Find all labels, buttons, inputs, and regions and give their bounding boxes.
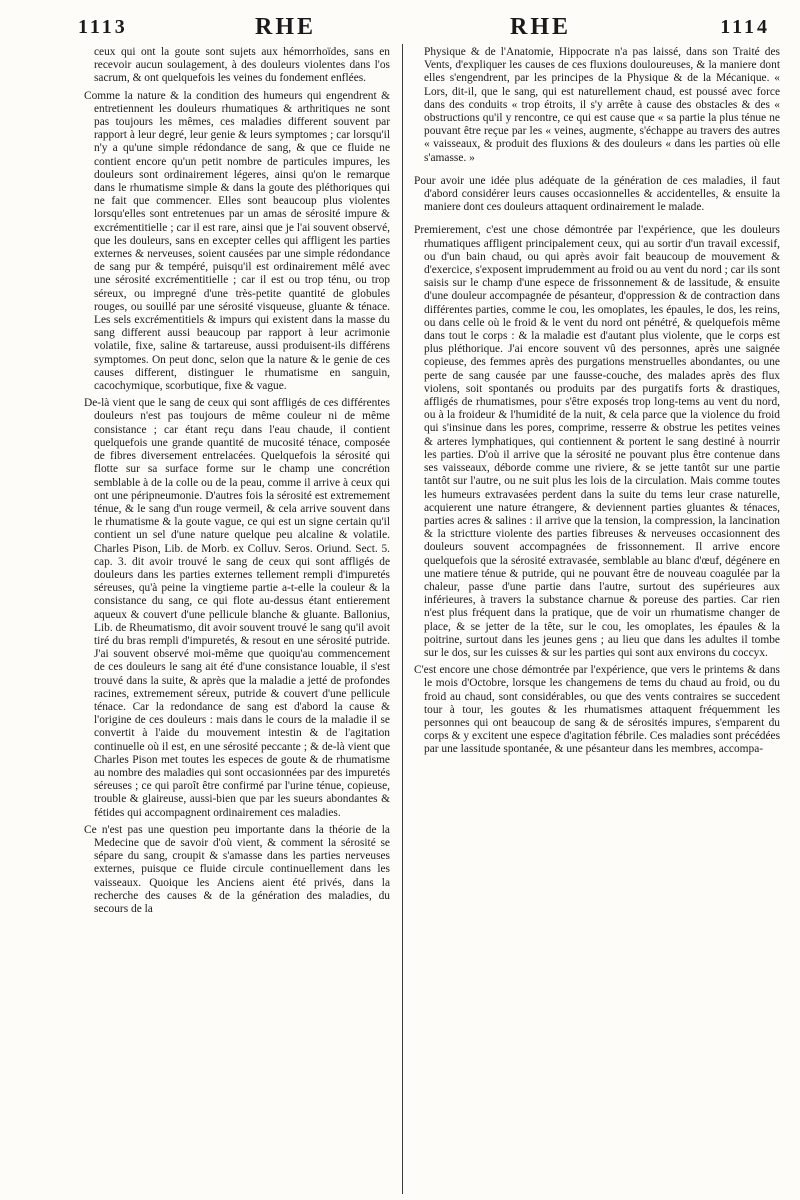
left-column bbox=[84, 46, 390, 1192]
paragraph: Ce n'est pas une question peu importante dans la théorie de la Medecine que de savoir d'où vient, & comment la sérosité se sépare du sang, croupit & s'amasse dans les parties nerveuses externes, puisque ce fluide circule continuellement dans les vaisseaux. Quoique les Anciens aient été privés, dans la recherche des causes & de la génération des maladies, du secours de la bbox=[84, 823, 390, 915]
paragraph: C'est encore une chose démontrée par l'expérience, que vers le printems & dans le mois d'Octobre, lorsque les changemens de tems du chaud au froid, ou du froid au chaud, sont considérables, ou que des vents contraires se succedent tour à tour, les goutes & les rhumatismes attaquent fréquemment les personnes qui ont beaucoup de sang & de sérosités impures, s'emparent du corps & y excitent une espece d'agitation fébrile. Ces maladies sont précédées par une lassitude spontanée, & une pésanteur dans les membres, accompa- bbox=[414, 664, 780, 756]
right-running-head: RHE bbox=[510, 14, 572, 40]
paragraph: Pour avoir une idée plus adéquate de la génération de ces maladies, il faut d'abord considérer leurs causes occasionnelles & accidentelles, & ensuite la maniere dont ces douleurs attaquent ordinairement le malade. bbox=[414, 174, 780, 214]
right-column bbox=[414, 46, 780, 1192]
column-divider bbox=[402, 44, 403, 1194]
paragraph: ceux qui ont la goute sont sujets aux hémorrhoïdes, sans en recevoir aucun soulagement, à des douleurs violentes dans l'os sacrum, & ont quelquefois les veines du fondement enflées. bbox=[94, 46, 390, 85]
paragraph: Physique & de l'Anatomie, Hippocrate n'a pas laissé, dans son Traité des Vents, d'expliquer les causes de ces fluxions douloureuses, & la maniere dont elles s'engendrent, par les principes de la Physique & de la Mécanique. « Lors, dit-il, que le sang, qui est naturellement chaud, est poussé avec force dans des conduits « trop étroits, il s'y arrête à cause des obstacles & des « obstructions qu'il y rencontre, ce qui est cause que « sa partie la plus ténue ne pouvant être reçue par les « veines, augmente, s'échappe au travers des autres « vaisseaux, & produit des fluxions & des douleurs « dans les parties où elle s'amasse. » bbox=[424, 46, 780, 164]
running-header bbox=[60, 12, 770, 46]
left-page-number: 1113 bbox=[78, 16, 128, 38]
paragraph: De-là vient que le sang de ceux qui sont affligés de ces différentes douleurs n'est pas toujours de même couleur ni de même consistance ; car étant reçu dans l'eau chaude, il contient quelquefois une grande quantité de mucosité ténace, composée de fibres diversement entrelacées. Quelquefois la sérosité qui flotte sur sa surface forme sur le champ une concrétion semblable à de la colle ou de la peau, comme il arrive à ceux qui ont une péripneumonie. D'autres fois la sérosité est extremement ténue, & le sang d'un rouge vermeil, & cela arrive souvent dans le rhumatisme & la goute vague, ce qui est un signe certain qu'il contient un sel d'une nature quelque peu alcaline & volatile. Charles Pison, Lib. de Morb. ex Colluv. Seros. Oriund. Sect. 5. cap. 3. dit avoir trouvé le sang de ceux qui sont affligés de douleurs dans les parties externes tellement rempli d'impuretés séreuses, qu'à peine la vingtieme partie a-t-elle la couleur & la consistance du sang, ce qui flote au-dessus étant entierement aqueux & couvert d'une pellicule blanche & gluante. Ballonius, Lib. de Rheumatismo, dit avoir souvent trouvé le sang qu'il avoit tiré du bras rempli d'impuretés, & resout en une sérosité putride. J'ai souvent observé moi-même que quoiqu'au commencement de ces douleurs le sang ait été d'une consistance louable, il s'est trouvé dans la suite, & après que la maladie a jetté de profondes racines, extremement séreux, putride & couvert d'une pellicule ténace. Car la redondance de sang est d'abord la cause & l'origine de ces douleurs : mais dans le cours de la maladie il se convertit à l'aide du mouvement intestin & de l'agitation continuelle où il est, en une sérosité peccante ; & de-là vient que Charles Pison met toutes les especes de goute & de rhumatisme au nombre des maladies qui sont occasionnées par des impuretés séreuses ; ce qui paroît être confirmé par l'urine ténue, copieuse, trouble & glaireuse, aussi-bien que par les sueurs abondantes & fétides qui accompagnent ordinairement ces maladies. bbox=[84, 397, 390, 819]
paragraph: Comme la nature & la condition des humeurs qui engendrent & entretiennent les douleurs rhumatiques & arthritiques ne sont pas toujours les mêmes, ces maladies different souvent par rapport à leur degré, leur genie & leurs symptomes ; car lorsqu'il n'y a qu'une simple rédondance de sang, & que ce fluide ne contient encore qu'un petit nombre de particules impures, les douleurs sont ordinairement légeres, ainsi qu'on le remarque dans le rhumatisme simple & dans la goute des pléthoriques qui ne fait que commencer. Elles sont beaucoup plus violentes lorsqu'elles sont entretenues par un amas de sérosité impure & excrémentitielle ; car il est rare, ainsi que je l'ai souvent observé, que les douleurs, sans en excepter celles qui affligent les parties externes & nerveuses, soient causées par une simple rédondance de sang pur & tempéré, puisqu'il est ordinairement mêlé avec une sérosité excrémentitielle ; car il est ou trop ténu, ou trop séreux, ou impregné d'une très-petite quantité de globules rouges, ou souillé par une sérosité visqueuse, gluante & ténace. Les sels excrémentitiels & impurs qui existent dans la masse du sang different aussi beaucoup par rapport à leur acrimonie volatile, fixe, saline & tartareuse, aussi produisent-ils différens symptomes. On peut donc, selon que la nature & le genie de ces causes different, distinguer le rhumatisme en sanguin, cacochymique, scorbutique, fixe & vague. bbox=[84, 89, 390, 393]
left-running-head: RHE bbox=[255, 14, 317, 40]
paragraph: Premierement, c'est une chose démontrée par l'expérience, que les douleurs rhumatiques affligent principalement ceux, qui au sortir d'un travail excessif, ou d'un bain chaud, ou qui après avoir fait beaucoup de mouvement & d'exercice, s'exposent imprudemment au froid ou au vent du nord ; car ils sont saisis sur le champ d'une espece de frissonnement & de lassitude, & ensuite d'une douleur accompagnée de pésanteur, d'oppression & de contraction dans différentes parties, comme le cou, les omoplates, les épaules, le dos, les reins, ou dans celle où le froid & le vent du nord ont pénétré, & quelquefois même dans tout le corps : & la maladie est d'autant plus violente, que le corps est plus pléthorique. J'ai encore souvent vû des personnes, après une saignée copieuse, des femmes après des purgations menstruelles abondantes, ou une perte de sang causée par une fausse-couche, des malades après des flux violens, soit spontanés ou produits par des purgatifs forts & drastiques, affligés de rhumatismes, pour s'être exposés trop long-tems au vent du nord, ou à la froideur & l'humidité de la nuit, & cela parce que la violence du froid qui s'insinue dans les pores, comprime, resserre & obstrue les petites veines & arteres lymphatiques, qui contiennent & portent le sang destiné à nourrir les parties. D'où il arrive que la sérosité ne pouvant plus être contenue dans ses vaisseaux, déborde comme une riviere, & se jette tantôt sur une partie tantôt sur l'autre, ou ne suit plus les lois de la circulation. Mais comme toutes les humeurs extravasées perdent dans la suite du tems leur crase naturelle, acquierent une nature étrangere, & deviennent parties gluantes & ténaces, parties acres & salines : il arrive que la tension, la compression, la lancination & la strictture violente des parties fibreuses & nerveuses occasionnent des douleurs souvent accompagnées de frissonnement. Il arrive encore quelquefois que la sérosité extravasée, semblable au blanc d'œuf, dégénere en une matiere ténue & putride, qui ne pouvant être de nouveau coagulée par la chaleur, passe d'une partie dans l'autre, surtout des supérieures aux inférieures, à travers la substance charnue & poreuse des parties. Car rien n'est plus fréquent dans la pratique, que de voir un rhumatisme changer de place, & se jetter de la tête, sur le cou, les omoplates, les épaules & la poitrine, surtout dans les jeunes gens ; au lieu que dans les adultes il tombe sur le dos, sur les cuisses & sur les parties qui sont aux environs du coccyx. bbox=[414, 224, 780, 659]
right-page-number: 1114 bbox=[720, 16, 770, 38]
